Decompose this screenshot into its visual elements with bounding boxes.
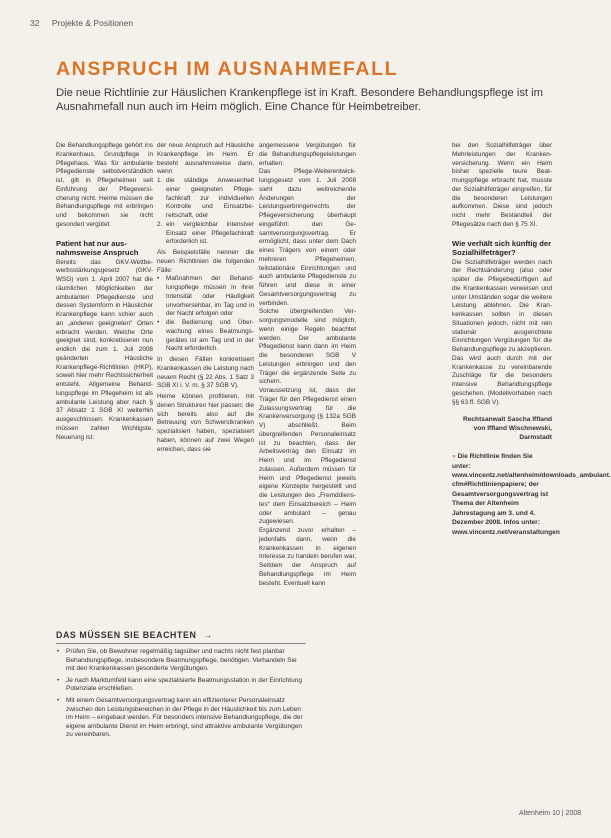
numbered-item	[157, 221, 254, 247]
paragraph: Bereits das GKV-Wettbewerbsstärkungsgesetz (GKV-WSG) vom 1. April 2007 hat die räumlichen Möglichkeiten der ambulanten Pflegedienste und dessen Systemform in Häuslicher Krankenpflege kann schier auch an „anderen geeigneten“ Orten erbracht werden. Welche Orte geeignet sind, konkretisieren nun endlich die zum 1. Juli 2008 geänderten Häusliche Krankenpflege-Richtlinien (HKP), soweit hier mehr Rechtssicherheit entsteht. Allgemeine Behandlungspflege im Pflegeheim ist als ambulante Leistung aber nach § 37 Absatz 1 SGB XI weiterhin ausgeschlossen. Krankenkassen müssen zahlen Wichtigste. Neuerung ist:	[56, 258, 153, 441]
info-note	[452, 452, 611, 537]
author-byline: Rechtsanwalt Sascha Iffland von Iffland Wischnewski, Darmstadt	[462, 416, 552, 442]
text-column-2	[157, 142, 254, 454]
page-header	[30, 18, 133, 28]
checklist-box	[56, 630, 306, 743]
article-lead: Die neue Richtlinie zur Häuslichen Krankenpflege ist in Kraft. Besondere Behandlungspflege ist im Ausnahmefall nun auch im Heim möglich. Eine Chance für Heimbetreiber.	[56, 87, 543, 113]
paragraph: Solche übergreifenden Versorgungsmodelle sind möglich, wenn einige Regeln beachtet werden. Der ambulante Pflegedienst kann dann im Heim die besonderen SGB V Leistungen erbringen und den Träger die ergänzende Seite zu sichern.	[259, 308, 356, 386]
paragraph: Das Pflege-Weiterentwicklungsgesetz vom 1. Juli 2008 sieht dazu weitreichende Änderungen der Leistungserbringerrechts der Pflegeversicherung überhaupt eingeführt: den Gesamtversorgungsvertrag. Er ermöglicht, dass unter dem Dach eines Trägers von einem oder mehreren Pflegeheimen, teilstationäre Einrichtungen und auch ambulante Pflegedienste zu führen und diese in einer Gesamtversorgungsvertrag zu verbinden.	[259, 168, 356, 307]
paragraph: Ergänzend zuvor erhalten – jedenfalls dann, wenn die Krankenkassen in eigenen Interesse zu handeln berufen war, Seitdem der Anspruch auf Behandlungspflege im Heim besteht. Eventuell kann	[259, 527, 356, 587]
text-column-4	[452, 142, 611, 822]
checklist-heading-text: DAS MÜSSEN SIE BEACHTEN	[56, 630, 197, 640]
bullet-list	[157, 275, 254, 354]
checklist	[56, 648, 306, 740]
paragraph: Die Sozialhilfeträger werden nach der Rechtsänderung (also oder später die Pflegebedürftigen auf die Krankenkassen verweisen und unter Umständen sogar die weitere Leistung ablehnen. Die Krankenkassen sollten in diesen Situationen jedoch, nicht mit rein stationär ausgerichtete Einrichtungen Vergütungen für die Behandlungspflege zu akzeptieren. Das wird auch durch mit der Krankenkasse zu vereinbarende Zuschläge für die besonders intensive Behandlungspflege geschehen. (Modellvorhaben nach §§ 63 ff. SGB V).	[452, 258, 552, 406]
checklist-item: • Mit einem Gesamtversorgungsvertrag kann ein effizienterer Personaleinsatz zwischen den Leistungsbereichen in der Pflege in der Häuslichkeit bis zum Leben im Heim – eingebaut werden. Für besonders intensive Behandlungspflege, die der eigene ambulante Dienst im Heim erbringt, sind attraktive ambulante Vergütungen zu vereinbaren.	[56, 697, 306, 740]
text-column-1	[56, 142, 153, 442]
paragraph: Heime können profitieren, mit denen Strukturen hier passen; die sich bereits also auf die Betreuung von Schwerstkranken spezialisiert haben, spezialsiert haben, können auf zwei Wegen erreichen, dass sie	[157, 393, 254, 453]
checklist-item: • Prüfen Sie, ob Bewohner regelmäßig tagsüber und nachts nicht fest planbar Behandlungspflege, insbesondere Beatmungspflege, benötigen. Verhandeln Sie mit den Krankenkassen gesonderte Vergütungen.	[56, 648, 306, 674]
arrow-right-icon: →	[203, 630, 213, 640]
paragraph: angemessene Vergütungen für die Behandlungspflegeleistungen erhalten:	[259, 142, 356, 167]
paragraph: In diesen Fällen konkretisiert Krankenkassen die Leistung nach neuem Recht (§ 22 Abs. 1 Satz 3 SGB XI i. V. m. § 37 SGB V).	[157, 356, 254, 390]
paragraph: Die Behandlungspflege gehört ins Krankenhaus, Grundpflege in Pflegehaus. Was für ambulante Pflegedienste selbstverständlich ist, gilt in Pflegeheimen seit Einführung der Pflegeversicherung nicht. Heime müssen die Behandlungspflege mit erbringen und bekommen sie nicht gesondert vergütet.	[56, 142, 153, 228]
page-footer: Altenheim 10 | 2008	[519, 810, 582, 817]
info-marker: »	[452, 453, 456, 461]
item-text: die ständige Anwesenheit einer geeigneten Pflegefachkraft zur individuellen Kontrolle und Einsatzbereitschaft, oder	[166, 177, 254, 219]
page-number: 32	[30, 18, 40, 28]
paragraph: Voraussetzung ist, dass der Träger für den Pflegedienst einen Zulassungsvertrag für die Krankenversorgung (§ 132a SGB V) abschließt. Beim übergreifenden Personaleinsatz ist zu beachten, dass der Arbeitsvertrag den Einsatz im Heim und im Pflegedienst zulassen. Außerdem müssen für Heim und Pflegedienst jeweils eigene Konzepte hergestellt und die Leistungen des „Fremddienstes“ dem Einsatzbereich – Heim oder ambulant – genau zugewiesen.	[259, 387, 356, 526]
subheading: Patient hat nur ausnahmsweise Anspruch	[56, 238, 139, 257]
item-text: ein vergleichbar intensiver Einsatz einer Pflegefachkraft erforderlich ist.	[166, 220, 254, 246]
subheading: Wie verhält sich künftig der Sozialhilfeträger?	[452, 238, 552, 257]
paragraph: der neue Anspruch auf Häusliche Krankenpflege im Heim. Er besteht ausnahmsweise dann, wenn	[157, 142, 254, 176]
section-name: Projekte & Positionen	[51, 18, 134, 28]
list-item: • die Bedienung und Überwachung eines Beatmungsgerätes ist am Tag und in der Nacht erforderlich.	[157, 319, 254, 354]
item-number: 1.	[157, 177, 163, 184]
paragraph: Als Beispielsfälle nennen die neuen Richtlinien die folgenden Fälle:	[157, 249, 254, 274]
numbered-item	[157, 177, 254, 221]
list-item: • Maßnahmen der Behandlungspflege müssen in ihrer Intensität oder Häufigkeit unvorhersehbar, im Tag und in der Nacht erfolgen oder	[157, 275, 254, 319]
checklist-heading	[56, 630, 306, 644]
paragraph: bei den Sozialhilfeträger über Mehrleistungen der Krankenversicherung. Wenn ein Heim bisher spezielle teure Beatmungspflege erbracht hat, musste der Sozialhilfeträger eingreifen, für die besonderen Leistungen aufkommen. Diese sind jedoch nicht mehr Bestandteil der Pflegesätze nach den § 75 XI.	[452, 142, 552, 228]
item-number: 2.	[157, 220, 163, 228]
info-text: Die Richtlinie finden Sie unter: www.vincentz.net/altenheim/downloads_ambulant. cfm#Richtlinienpapiere; der Gesamtversorgungsvertrag ist Thema der Altenheim Jahrestagung am 3. und 4. Dezember 2008. Infos unter: www.vincentz.net/veranstaltungen	[452, 453, 611, 536]
article-title: ANSPRUCH IM AUSNAHMEFALL	[56, 58, 399, 80]
checklist-item: • Je nach Marktumfeld kann eine spezialisierte Beatmungsstation in der Einrichtung Potenziale erschließen.	[56, 677, 306, 694]
